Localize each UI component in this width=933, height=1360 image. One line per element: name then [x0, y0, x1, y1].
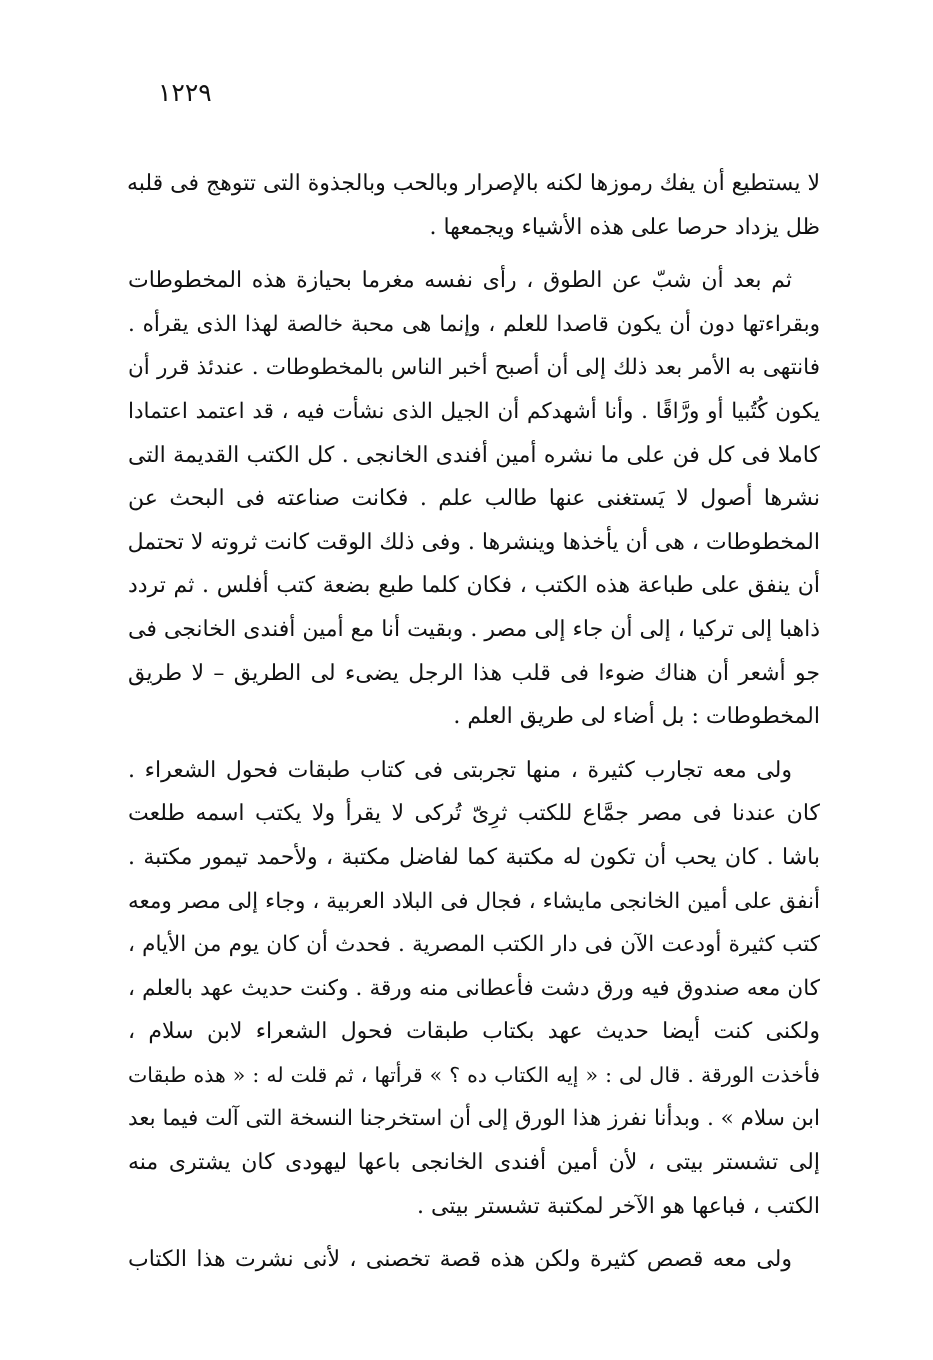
text-line: يكون كُتُبيا أو ورَّاقًا . وأنا أشهدكم أن الجيل الذى نشأت فيه ، قد اعتمد اعتمادا — [128, 398, 820, 424]
text-line: نشرها أصول لا يَستغنى عنها طالب علم . فكانت صناعته فى البحث عن — [128, 486, 820, 512]
paragraph-4 — [128, 1238, 820, 1282]
text-line: ابن سلام » . وبدأنا نفرز هذا الورق إلى أن استخرجنا النسخة التى آلت فيما بعد — [128, 1106, 820, 1132]
text-line: المخطوطات ، هى أن يأخذها وينشرها . وفى ذلك الوقت كانت ثروته لا تحتمل — [127, 529, 820, 555]
page-number: ١٢٢٩ — [158, 78, 212, 107]
text-line: الكتب ، فباعها هو الآخر لمكتبة تشستر بيتى . — [417, 1193, 820, 1219]
text-line: ثم بعد أن شبّ عن الطوق ، رأى نفسه مغرما بحيازة هذه المخطوطات — [128, 268, 792, 294]
text-line: كاملا فى كل فن على ما نشره أمين أفندى الخانجى . كل الكتب القديمة التى — [128, 442, 820, 468]
text-line: ذاهبا إلى تركيا ، إلى أن جاء إلى مصر . وبقيت أنا مع أمين أفندى الخانجى فى — [128, 616, 820, 642]
text-line: ولكنى كنت أيضا حديث عهد بكتاب طبقات فحول الشعراء لابن سلام ، — [128, 1019, 820, 1045]
text-line: أنفق على أمين الخانجى مايشاء ، فجال فى البلاد العربية ، وجاء إلى مصر ومعه — [128, 888, 820, 914]
paragraph-1 — [128, 162, 820, 249]
text-line: باشا . كان يحب أن تكون له مكتبة كما لفاضل مكتبة ، ولأحمد تيمور مكتبة . — [128, 844, 820, 870]
text-line: ظل يزداد حرصا على هذه الأشياء ويجمعها . — [429, 214, 820, 240]
text-line: فانتهى به الأمر بعد ذلك إلى أن أصبح أخبر الناس بالمخطوطات . عندئذ قرر أن — [128, 355, 820, 381]
text-line: كان معه صندوق فيه ورق دشت فأعطانى منه ورقة . وكنت حديث عهد بالعلم ، — [128, 975, 820, 1001]
text-line: ولى معه تجارب كثيرة ، منها تجربتى فى كتاب طبقات فحول الشعراء . — [128, 757, 792, 783]
text-line: كان عندنا فى مصر جمَّاع للكتب ثرِىّ تُركى لا يقرأ ولا يكتب اسمه طلعت — [128, 801, 820, 827]
text-line: إلى تشستر بيتى ، لأن أمين أفندى الخانجى باعها ليهودى كان يشترى منه — [128, 1150, 820, 1176]
paragraph-3 — [128, 749, 820, 1229]
paragraph-2 — [128, 259, 820, 739]
text-line: وبقراءتها دون أن يكون قاصدا للعلم ، وإنما هى محبة خالصة لهذا الذى يقرأه . — [128, 311, 820, 337]
body-text — [128, 162, 820, 1292]
text-line: ولى معه قصص كثيرة ولكن هذه قصة تخصنى ، لأنى نشرت هذا الكتاب — [128, 1247, 792, 1273]
text-line: كتب كثيرة أودعت الآن فى دار الكتب المصرية . فحدث أن كان يوم من الأيام ، — [128, 932, 820, 958]
text-line: جو أشعر أن هناك ضوءا فى قلب هذا الرجل يضىء لى الطريق – لا طريق — [128, 660, 820, 686]
text-line: لا يستطيع أن يفك رموزها لكنه بالإصرار وبالحب وبالجذوة التى تتوهج فى قلبه — [126, 171, 820, 196]
text-line: فأخذت الورقة . قال لى : « إيه الكتاب ده ؟ » قرأتها ، ثم قلت له : « هذه طبقات — [128, 1062, 820, 1087]
text-line: أن ينفق على طباعة هذه الكتب ، فكان كلما طبع بضعة كتب أفلس . ثم تردد — [128, 573, 820, 599]
text-line: المخطوطات : بل أضاء لى طريق العلم . — [453, 704, 820, 730]
